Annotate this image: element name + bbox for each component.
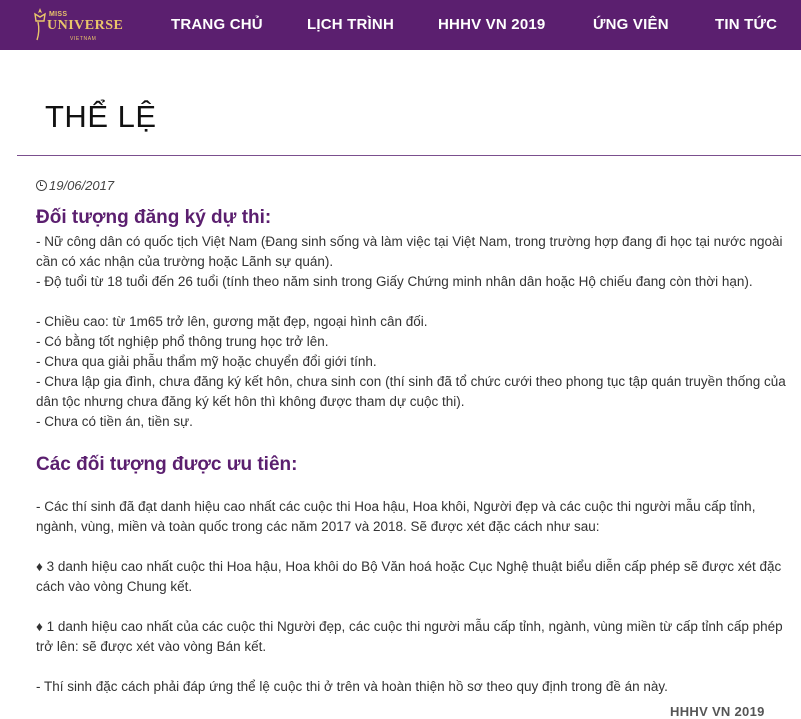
logo-miss-text: MISS — [49, 11, 68, 18]
eligibility-item: - Chưa qua giải phẫu thẩm mỹ hoặc chuyển đổi giới tính. — [36, 354, 377, 369]
title-divider — [17, 155, 801, 156]
priority-paragraph: - Thí sinh đặc cách phải đáp ứng thể lệ cuộc thi ở trên và hoàn thiện hồ sơ theo quy định trong đề án này. — [36, 679, 668, 694]
post-date-text: 19/06/2017 — [49, 178, 115, 193]
priority-paragraph: ♦ 3 danh hiệu cao nhất cuộc thi Hoa hậu, Hoa khôi do Bộ Văn hoá hoặc Cục Nghệ thuật biểu diễn cấp phép sẽ được xét đặc cách vào vòng Chung kết. — [36, 559, 782, 594]
nav-item-trang-chu[interactable]: TRANG CHỦ — [171, 16, 263, 33]
nav-item-ung-vien[interactable]: ỨNG VIÊN — [593, 16, 669, 33]
priority-paragraph: ♦ 1 danh hiệu cao nhất của các cuộc thi Người đẹp, các cuộc thi người mẫu cấp tỉnh, ngành, vùng miền từ cấp tỉnh cấp phép trở lên: sẽ được xét vào vòng Bán kết. — [36, 619, 783, 654]
section-heading-priority: Các đối tượng được ưu tiên: — [36, 454, 298, 475]
nav-item-hhhv-vn-2019[interactable]: HHHV VN 2019 — [438, 16, 546, 33]
eligibility-item: - Chưa có tiền án, tiền sự. — [36, 414, 193, 429]
priority-paragraph: - Các thí sinh đã đạt danh hiệu cao nhất các cuộc thi Hoa hậu, Hoa khôi, Người đẹp và các cuộc thi người mẫu cấp tỉnh, ngành, vùng, miền và toàn quốc trong các năm 2017 và 2018. Sẽ được xét đặc cách như sau: — [36, 499, 756, 534]
miss-universe-vietnam-logo[interactable] — [30, 5, 124, 45]
nav-item-tin-tuc[interactable]: TIN TỨC — [715, 16, 778, 33]
logo-universe-text: UNIVERSE — [47, 18, 124, 33]
top-nav-bar — [0, 0, 801, 50]
eligibility-item: - Nữ công dân có quốc tịch Việt Nam (Đang sinh sống và làm việc tại Việt Nam, trong trường hợp đang đi học tại nước ngoài cần có xác nhận của trường hoặc Lãnh sự quán). — [36, 234, 783, 269]
crown-icon — [32, 7, 48, 41]
eligibility-item: - Chưa lập gia đình, chưa đăng ký kết hôn, chưa sinh con (thí sinh đã tổ chức cưới theo phong tục tập quán truyền thống của dân tộc nhưng chưa đăng ký kết hôn thì không được tham dự cuộc thi). — [36, 374, 786, 409]
section-heading-eligibility: Đối tượng đăng ký dự thi: — [36, 207, 272, 228]
nav-item-lich-trinh[interactable]: LỊCH TRÌNH — [307, 16, 394, 33]
clock-icon — [36, 180, 47, 191]
footer-brand: HHHV VN 2019 — [670, 704, 765, 719]
eligibility-item: - Độ tuổi từ 18 tuổi đến 26 tuổi (tính theo năm sinh trong Giấy Chứng minh nhân dân hoặc Hộ chiếu đang còn thời hạn). — [36, 274, 753, 289]
eligibility-item: - Có bằng tốt nghiệp phổ thông trung học trở lên. — [36, 334, 329, 349]
logo-country-text: VIETNAM — [70, 36, 97, 42]
post-date — [36, 178, 114, 193]
page-title: THỂ LỆ — [45, 99, 157, 134]
eligibility-item: - Chiều cao: từ 1m65 trở lên, gương mặt đẹp, ngoại hình cân đối. — [36, 314, 428, 329]
